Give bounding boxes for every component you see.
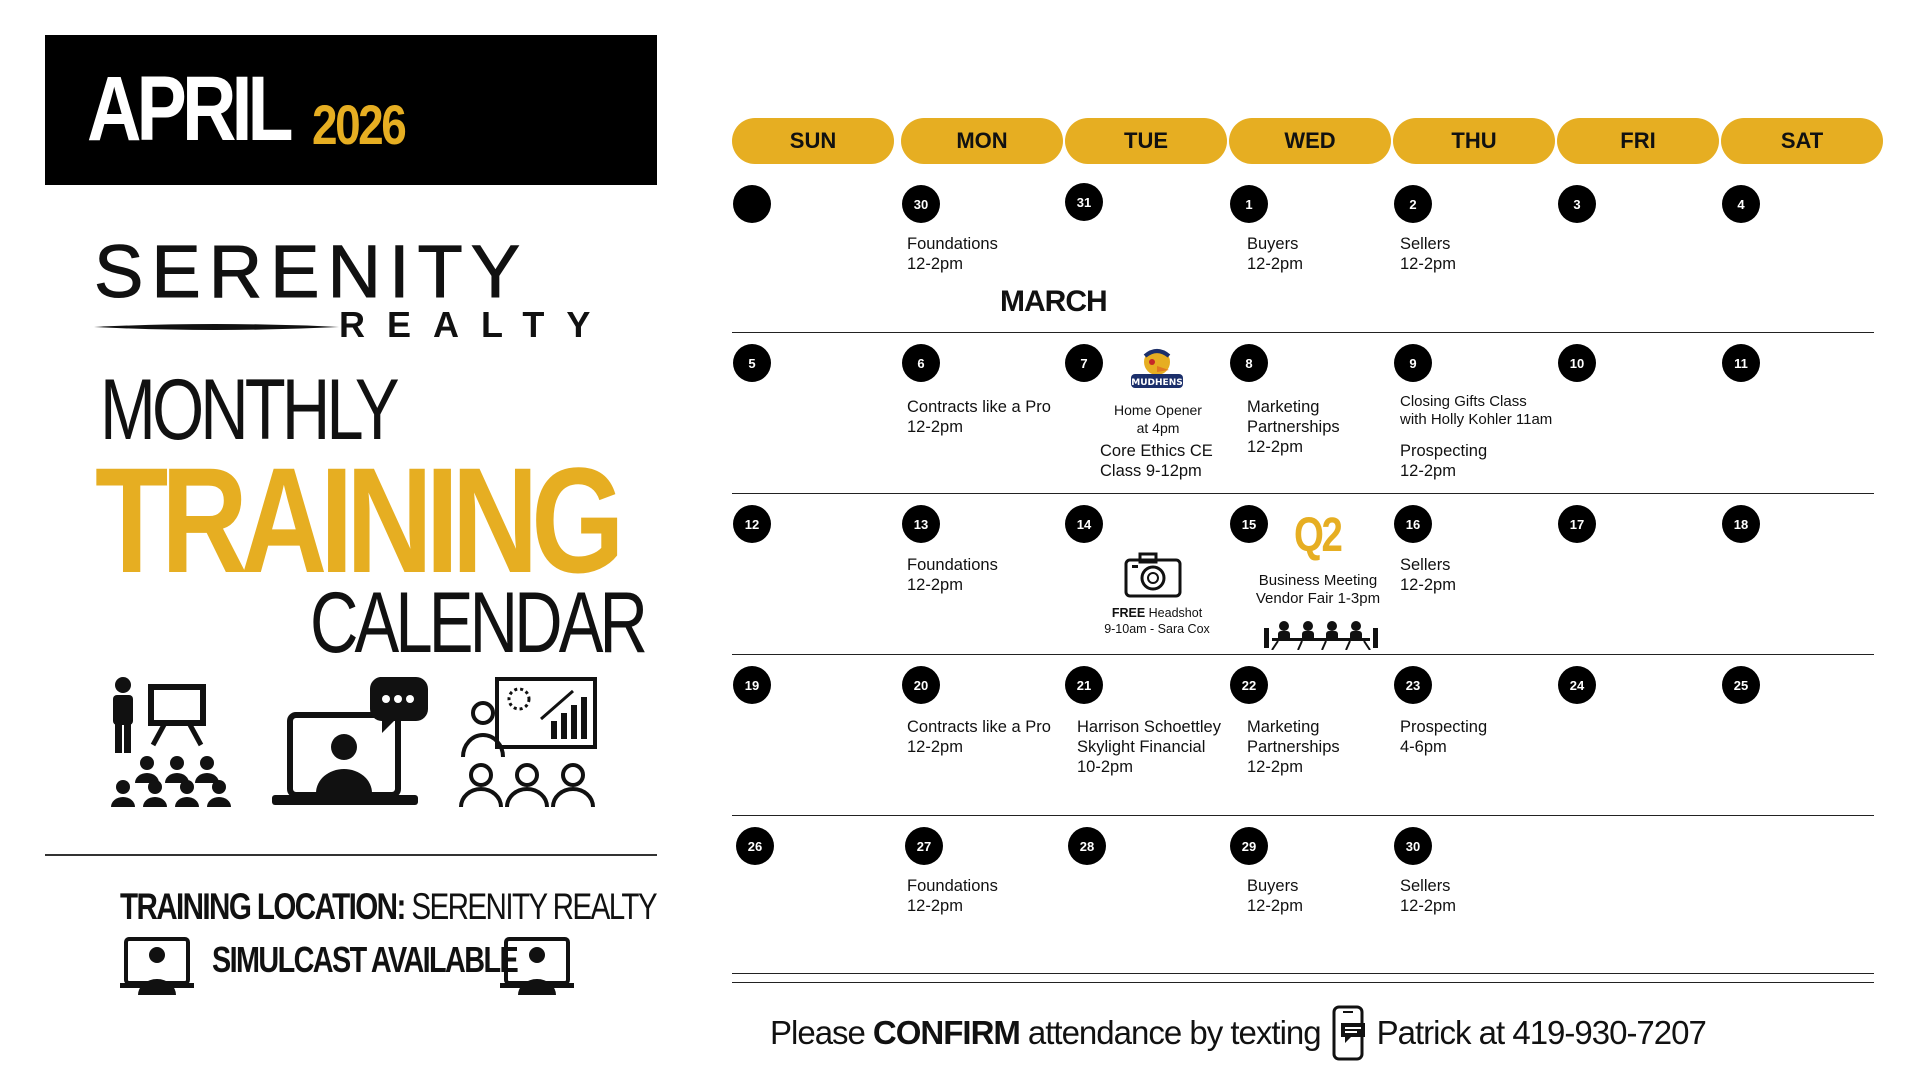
icon-row — [100, 675, 600, 810]
event-buyers: Buyers 12-2pm — [1247, 877, 1303, 915]
event-marketing: Marketing Partnerships 12-2pm — [1247, 398, 1340, 456]
title-training: TRAINING — [95, 436, 618, 604]
event-contracts: Contracts like a Pro 12-2pm — [907, 398, 1051, 436]
date-circle[interactable] — [733, 185, 771, 223]
day-header-mon: MON — [901, 118, 1063, 164]
date-circle[interactable]: 5 — [733, 344, 771, 382]
event-buyers: Buyers 12-2pm — [1247, 235, 1303, 273]
date-circle[interactable]: 1 — [1230, 185, 1268, 223]
simulcast-text: SIMULCAST AVAILABLE — [212, 939, 518, 980]
event-harrison: Harrison Schoettley Skylight Financial 10-2pm — [1077, 718, 1221, 776]
day-header-wed: WED — [1229, 118, 1391, 164]
footer-confirm-word: CONFIRM — [872, 1014, 1020, 1051]
date-circle[interactable]: 3 — [1558, 185, 1596, 223]
presentation-icon — [105, 675, 250, 810]
date-circle[interactable]: 27 — [905, 827, 943, 865]
brand-sub: REALTY — [339, 304, 613, 345]
footer-contact: Patrick at 419-930-7207 — [1376, 1014, 1706, 1051]
event-sellers: Sellers 12-2pm — [1400, 877, 1456, 915]
location-value: SERENITY REALTY — [404, 886, 657, 927]
brand-name: SERENITY — [94, 230, 529, 313]
date-circle[interactable]: 30 — [1394, 827, 1432, 865]
day-header-sat: SAT — [1721, 118, 1883, 164]
date-circle[interactable]: 31 — [1065, 183, 1103, 221]
date-circle[interactable]: 14 — [1065, 505, 1103, 543]
date-circle[interactable]: 28 — [1068, 827, 1106, 865]
day-header-fri: FRI — [1557, 118, 1719, 164]
location-label: TRAINING LOCATION: — [120, 886, 405, 927]
event-foundations: Foundations 12-2pm — [907, 235, 998, 273]
date-circle[interactable]: 18 — [1722, 505, 1760, 543]
date-circle[interactable]: 20 — [902, 666, 940, 704]
mudhens-logo — [1127, 344, 1187, 396]
date-circle[interactable]: 21 — [1065, 666, 1103, 704]
march-label: MARCH — [1000, 285, 1107, 318]
day-header-sun: SUN — [732, 118, 894, 164]
event-closing-gifts: Closing Gifts Class with Holly Kohler 11am — [1400, 393, 1553, 428]
left-divider — [45, 854, 657, 856]
date-circle[interactable]: 19 — [733, 666, 771, 704]
footer-divider — [732, 982, 1874, 983]
event-foundations: Foundations 12-2pm — [907, 877, 998, 915]
date-circle[interactable]: 23 — [1394, 666, 1432, 704]
simulcast-icon — [120, 935, 198, 995]
date-circle[interactable]: 22 — [1230, 666, 1268, 704]
date-circle[interactable]: 17 — [1558, 505, 1596, 543]
date-circle[interactable]: 13 — [902, 505, 940, 543]
video-call-icon — [270, 675, 430, 810]
date-circle[interactable]: 9 — [1394, 344, 1432, 382]
swoosh-icon — [94, 323, 339, 331]
date-circle[interactable]: 29 — [1230, 827, 1268, 865]
date-circle[interactable]: 26 — [736, 827, 774, 865]
month-header — [45, 35, 657, 185]
date-circle[interactable]: 25 — [1722, 666, 1760, 704]
year-title: 2026 — [312, 93, 405, 156]
meeting-table-icon — [1262, 618, 1380, 650]
simulcast-icon — [500, 935, 578, 995]
event-foundations: Foundations 12-2pm — [907, 556, 998, 594]
day-header-tue: TUE — [1065, 118, 1227, 164]
date-circle[interactable]: 7 — [1065, 344, 1103, 382]
title-monthly: MONTHLY — [100, 362, 396, 458]
brand-logo — [94, 230, 620, 345]
footer-confirm — [770, 1005, 1706, 1061]
svg-text:MUDHENS: MUDHENS — [1131, 378, 1183, 388]
date-circle[interactable]: 6 — [902, 344, 940, 382]
event-sellers: Sellers 12-2pm — [1400, 556, 1456, 594]
date-circle[interactable]: 11 — [1722, 344, 1760, 382]
date-circle[interactable]: 8 — [1230, 344, 1268, 382]
event-business-meeting: Business Meeting Vendor Fair 1-3pm — [1255, 572, 1381, 607]
day-header-thu: THU — [1393, 118, 1555, 164]
event-contracts: Contracts like a Pro 12-2pm — [907, 718, 1051, 756]
week-divider — [732, 493, 1874, 494]
training-group-icon — [455, 675, 600, 810]
event-home-opener: Home Opener at 4pm — [1114, 402, 1202, 436]
camera-icon — [1124, 552, 1182, 598]
week-divider — [732, 973, 1874, 974]
title-calendar: CALENDAR — [310, 575, 645, 671]
date-circle[interactable]: 2 — [1394, 185, 1432, 223]
week-divider — [732, 654, 1874, 655]
date-circle[interactable]: 24 — [1558, 666, 1596, 704]
month-title: APRIL — [87, 58, 289, 160]
date-circle[interactable]: 10 — [1558, 344, 1596, 382]
event-prospecting: Prospecting 12-2pm — [1400, 442, 1488, 480]
phone-icon — [1331, 1005, 1367, 1061]
week-divider — [732, 815, 1874, 816]
week-divider — [732, 332, 1874, 333]
footer-text-before: Please — [770, 1014, 865, 1051]
event-prospecting: Prospecting 4-6pm — [1400, 718, 1488, 756]
date-circle[interactable]: 30 — [902, 185, 940, 223]
date-circle[interactable]: 15 — [1230, 505, 1268, 543]
event-marketing: Marketing Partnerships 12-2pm — [1247, 718, 1340, 776]
event-core-ethics: Core Ethics CE Class 9-12pm — [1100, 442, 1213, 480]
event-sellers: Sellers 12-2pm — [1400, 235, 1456, 273]
date-circle[interactable]: 12 — [733, 505, 771, 543]
date-circle[interactable]: 4 — [1722, 185, 1760, 223]
event-headshot: FREE Headshot 9-10am - Sara Cox — [1104, 606, 1210, 636]
date-circle[interactable]: 16 — [1394, 505, 1432, 543]
q2-label: Q2 — [1294, 509, 1341, 562]
footer-text-middle: attendance by texting — [1027, 1014, 1321, 1051]
training-location — [120, 888, 656, 925]
